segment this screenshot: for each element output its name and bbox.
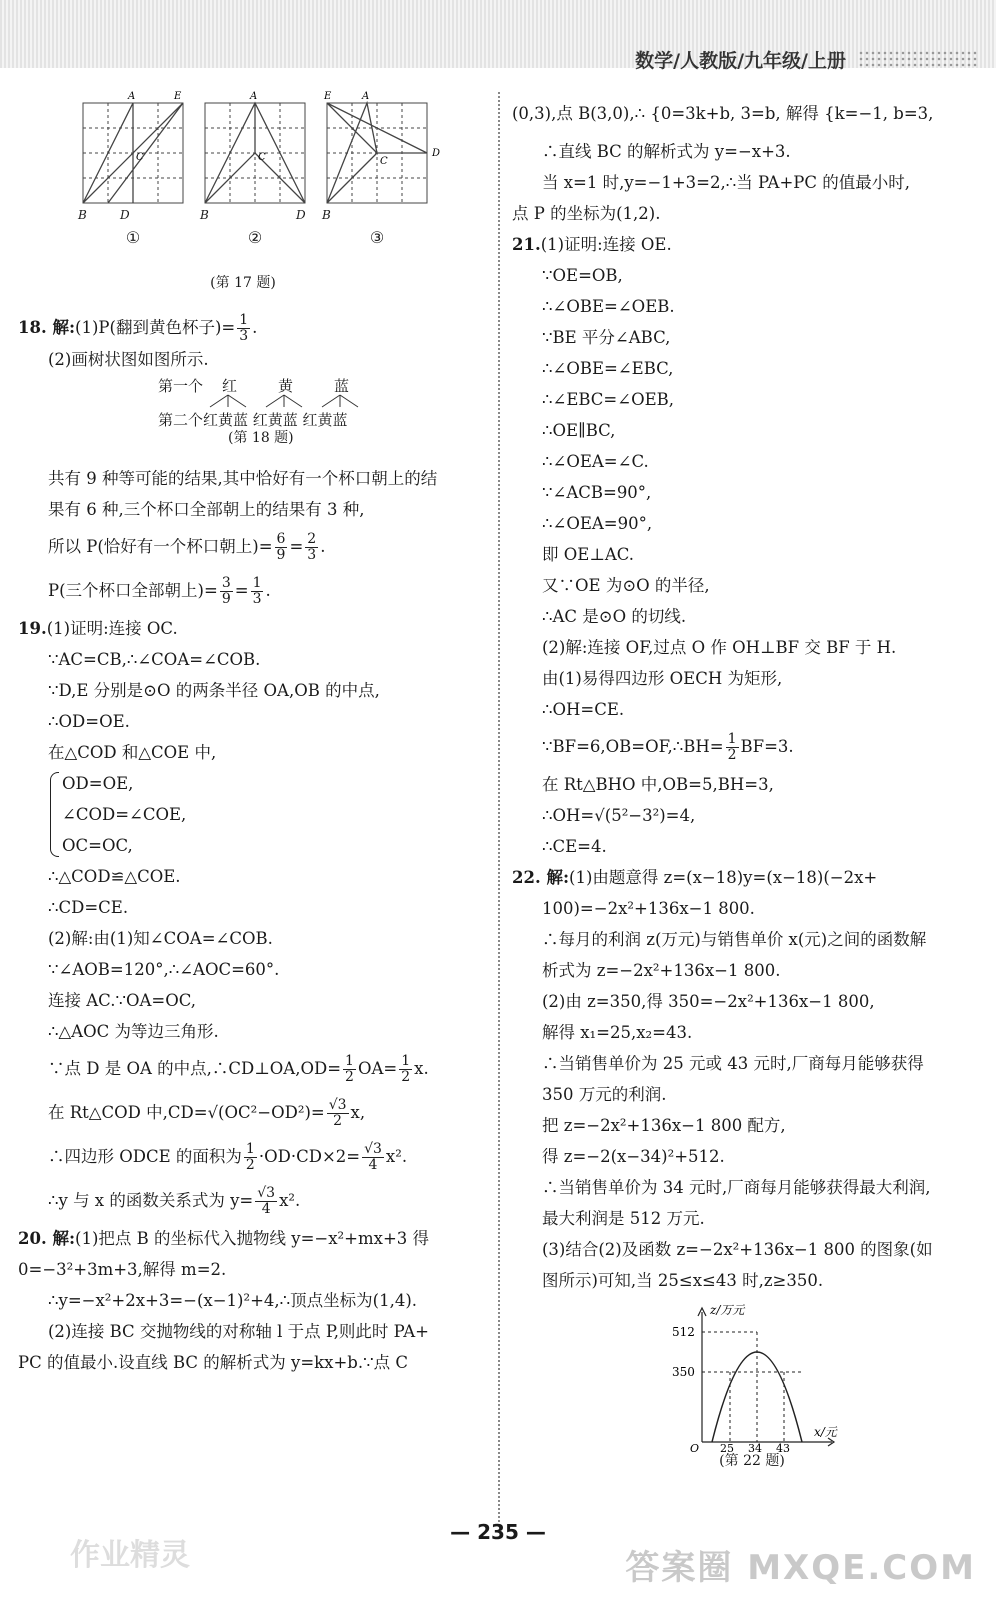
q21-line-2: ∵OE=OB,: [542, 266, 623, 285]
svg-text:C: C: [136, 152, 144, 163]
q21-line-6: ∴∠EBC=∠OEB,: [542, 390, 675, 409]
q18-tree-diagram: [158, 375, 488, 449]
y-tick-512: 512: [672, 1325, 695, 1339]
grid-figure-3: [322, 88, 447, 208]
svg-text:A: A: [362, 91, 370, 102]
q21-line-10: ∴∠OEA=90°,: [542, 514, 653, 533]
q20-right-line-2: ∴直线 BC 的解析式为 y=−x+3.: [542, 142, 791, 161]
q19-line-5: 在△COD 和△COE 中,: [48, 743, 217, 762]
q19-line-13: 在 Rt△COD 中,CD=√(OC²−OD²)= $\frac{√3}{2}$ x,: [48, 1097, 366, 1129]
header-dot-pattern: [858, 50, 978, 68]
q17-figure-3: E A C D B ③: [322, 88, 452, 278]
q21-line-8: ∴∠OEA=∠C.: [542, 452, 649, 471]
q22-line-11: ∴当销售单价为 34 元时,厂商每月能够获得最大利润,: [542, 1178, 931, 1197]
watermark-right: 答案圈 MXQE.COM: [625, 1548, 976, 1588]
q18-caption: (第 18 题): [228, 430, 294, 446]
svg-text:C: C: [380, 156, 388, 167]
x-tick-43: 43: [776, 1442, 790, 1452]
q20-line-1: 20. 解:(1)把点 B 的坐标代入抛物线 y=−x²+mx+3 得: [18, 1229, 430, 1248]
q18-line-1: 18. 解:(1)P(翻到黄色杯子)= $\frac{1}{3}$ .: [18, 312, 258, 344]
q19-line-1: 19.(1)证明:连接 OC.: [18, 619, 178, 638]
tree-branches: [158, 393, 398, 409]
q22-line-4: 析式为 z=−2x²+136x−1 800.: [542, 961, 781, 980]
q18-line-3: 共有 9 种等可能的结果,其中恰好有一个杯口朝上的结: [48, 469, 438, 488]
q20-right-line-3: 当 x=1 时,y=−1+3=2,∴当 PA+PC 的值最小时,: [542, 173, 911, 192]
q18-line-2: (2)画树状图如图所示.: [48, 350, 209, 369]
q19-line-11: ∴△AOC 为等边三角形.: [48, 1022, 219, 1041]
figure-3-label: ③: [369, 228, 385, 247]
q22-line-5: (2)由 z=350,得 350=−2x²+136x−1 800,: [542, 992, 875, 1011]
q21-line-4: ∵BE 平分∠ABC,: [542, 328, 671, 347]
q19-line-8: (2)解:由(1)知∠COA=∠COB.: [48, 929, 273, 948]
x-tick-34: 34: [748, 1442, 762, 1452]
q18-line-4: 果有 6 种,三个杯口全部朝上的结果有 3 种,: [48, 500, 365, 519]
q17-figures: [78, 88, 488, 288]
right-column: [512, 92, 982, 1472]
q22-parabola-graph: [662, 1302, 862, 1472]
q19-line-14: ∴四边形 ODCE 的面积为 $\frac{1}{2}$ ·OD·CD×2= $\frac{√3}{4}$ x².: [48, 1141, 408, 1173]
q21-line-7: ∴OE∥BC,: [542, 421, 616, 440]
q21-line-13: ∴AC 是⊙O 的切线.: [542, 607, 687, 626]
q19-line-7: ∴CD=CE.: [48, 898, 129, 917]
tree-node-yellow: 黄: [278, 377, 294, 395]
fraction: $\frac{1}{3}$: [239, 312, 249, 344]
q19-line-6: ∴△COD≌△COE.: [48, 867, 181, 886]
svg-text:A: A: [128, 91, 136, 102]
q21-line-11: 即 OE⊥AC.: [542, 545, 635, 564]
grid-figure-2: [200, 88, 310, 208]
q21-line-15: 由(1)易得四边形 OECH 为矩形,: [542, 669, 783, 688]
q22-line-10: 得 z=−2(x−34)²+512.: [542, 1147, 725, 1166]
q21-line-5: ∴∠OBE=∠EBC,: [542, 359, 674, 378]
q21-line-1: 21.(1)证明:连接 OE.: [512, 235, 672, 254]
q21-line-12: 又∵OE 为⊙O 的半径,: [542, 576, 710, 595]
q17-figure-2: A C B D ②: [200, 88, 330, 278]
q22-line-2: 100)=−2x²+136x−1 800.: [542, 899, 755, 918]
parabola-svg: [662, 1302, 862, 1452]
y-tick-350: 350: [672, 1365, 695, 1379]
q21-line-17: ∵BF=6,OB=OF,∴BH= $\frac{1}{2}$ BF=3.: [542, 731, 794, 763]
q20-line-3: ∴y=−x²+2x+3=−(x−1)²+4,∴顶点坐标为(1,4).: [48, 1291, 418, 1310]
figure-1-label: ①: [125, 228, 141, 247]
q21-line-19: ∴OH=√(5²−3²)=4,: [542, 806, 696, 825]
q19-line-9: ∵∠AOB=120°,∴∠AOC=60°.: [48, 960, 280, 979]
svg-text:E: E: [174, 91, 182, 102]
x-axis-label: x/元: [814, 1425, 837, 1439]
q21-line-9: ∵∠ACB=90°,: [542, 483, 652, 502]
q21-line-14: (2)解:连接 OF,过点 O 作 OH⊥BF 交 BF 于 H.: [542, 638, 897, 657]
q22-line-12: 最大利润是 512 万元.: [542, 1209, 705, 1228]
tree-row1-label: 第一个: [158, 377, 204, 395]
q18-number: 18. 解:: [18, 318, 76, 337]
q19-line-4: ∴OD=OE.: [48, 712, 130, 731]
q20-line-5: PC 的值最小.设直线 BC 的解析式为 y=kx+b.∵点 C: [18, 1353, 408, 1372]
svg-text:C: C: [258, 152, 266, 163]
q20-right-line-4: 点 P 的坐标为(1,2).: [512, 204, 661, 223]
figure-2-label: ②: [247, 228, 263, 247]
q22-line-13: (3)结合(2)及函数 z=−2x²+136x−1 800 的图象(如: [542, 1240, 933, 1259]
q20-right-line-1: (0,3),点 B(3,0),∴ {0=3k+b, 3=b, 解得 {k=−1, b=3,: [512, 104, 934, 123]
q22-line-8: 350 万元的利润.: [542, 1085, 667, 1104]
q20-line-2: 0=−3²+3m+3,解得 m=2.: [18, 1260, 227, 1279]
svg-text:A: A: [250, 91, 258, 102]
tree-row2: 第二个红黄蓝 红黄蓝 红黄蓝: [158, 411, 348, 429]
q21-line-20: ∴CE=4.: [542, 837, 607, 856]
q19-line-15: ∴y 与 x 的函数关系式为 y= $\frac{√3}{4}$ x².: [48, 1185, 301, 1217]
q18-line-5: 所以 P(恰好有一个杯口朝上)= $\frac{6}{9}$ = $\frac{2}{3}$ .: [48, 531, 326, 563]
q18-line-6: P(三个杯口全部朝上)= $\frac{3}{9}$ = $\frac{1}{3}$ .: [48, 575, 271, 607]
y-axis-label: z/万元: [710, 1303, 745, 1317]
book-title: 数学/人教版/九年级/上册: [635, 50, 846, 72]
q22-caption: (第 22 题): [719, 1453, 785, 1469]
q19-line-3: ∵D,E 分别是⊙O 的两条半径 OA,OB 的中点,: [48, 681, 380, 700]
q19-line-2: ∵AC=CB,∴∠COA=∠COB.: [48, 650, 261, 669]
q22-line-3: ∴每月的利润 z(万元)与销售单价 x(元)之间的函数解: [542, 930, 927, 949]
q19-brace-system: OD=OE, ∠COD=∠COE, OC=OC,: [18, 768, 488, 861]
q19-line-10: 连接 AC.∵OA=OC,: [48, 991, 197, 1010]
q22-line-7: ∴当销售单价为 25 元或 43 元时,厂商每月能够获得: [542, 1054, 924, 1073]
q21-line-18: 在 Rt△BHO 中,OB=5,BH=3,: [542, 775, 774, 794]
q22-line-1: 22. 解:(1)由题意得 z=(x−18)y=(x−18)(−2x+: [512, 868, 878, 887]
q22-line-9: 把 z=−2x²+136x−1 800 配方,: [542, 1116, 786, 1135]
q21-line-3: ∴∠OBE=∠OEB.: [542, 297, 675, 316]
origin-label: O: [690, 1442, 700, 1452]
svg-text:E: E: [324, 91, 332, 102]
left-column: [18, 88, 488, 1378]
page-number: — 235 —: [450, 1520, 546, 1544]
q22-line-6: 解得 x₁=25,x₂=43.: [542, 1023, 693, 1042]
column-divider: [498, 92, 500, 1522]
svg-text:D: D: [432, 148, 441, 159]
tree-node-blue: 蓝: [334, 377, 350, 395]
grid-figure-1: [78, 88, 188, 208]
q22-line-14: 图所示)可知,当 25≤x≤43 时,z≥350.: [542, 1271, 824, 1290]
x-tick-25: 25: [720, 1442, 734, 1452]
q17-caption: (第 17 题): [210, 275, 276, 291]
watermark-left: 作业精灵: [70, 1538, 190, 1573]
q19-line-12: ∵点 D 是 OA 的中点,∴CD⊥OA,OD= $\frac{1}{2}$ OA= $\frac{1}{2}$ x.: [48, 1053, 429, 1085]
q21-line-16: ∴OH=CE.: [542, 700, 625, 719]
q20-line-4: (2)连接 BC 交抛物线的对称轴 l 于点 P,则此时 PA+: [48, 1322, 430, 1341]
page-header: [0, 0, 996, 72]
q17-figure-1: A E C B D ①: [78, 88, 208, 278]
tree-node-red: 红: [222, 377, 238, 395]
